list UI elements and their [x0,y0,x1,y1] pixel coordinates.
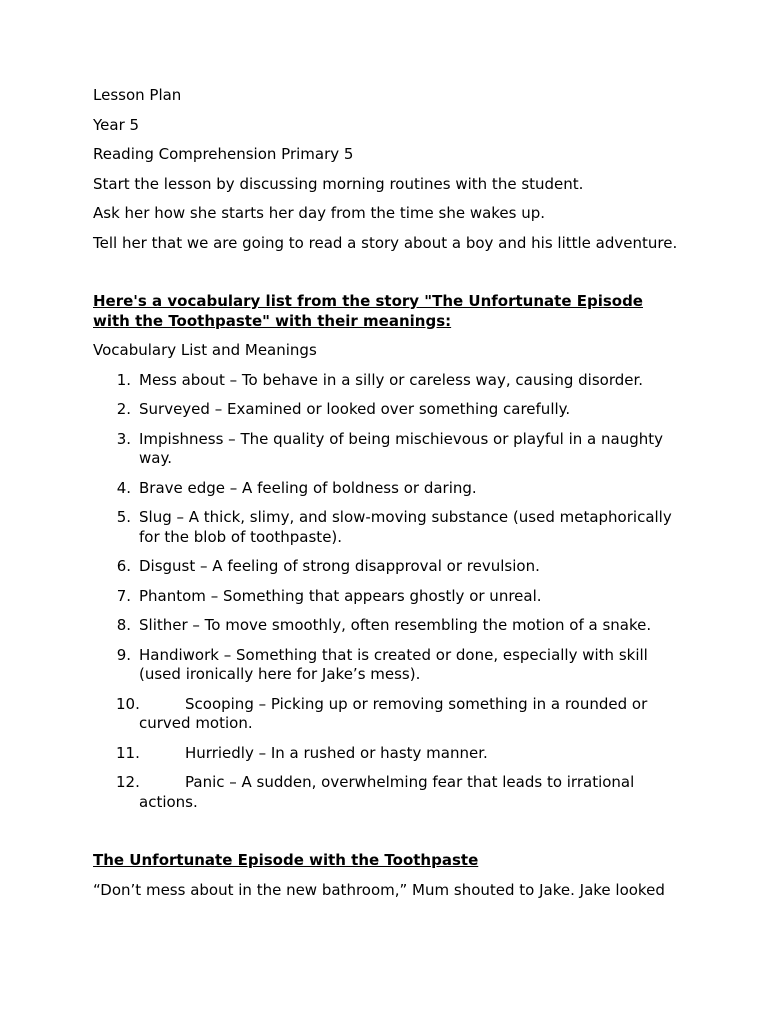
vocab-text: Disgust – A feeling of strong disapproval or revulsion. [139,557,540,575]
vocab-number: 2. [116,400,131,418]
vocab-subtitle: Vocabulary List and Meanings [93,341,317,359]
vocab-item [93,773,683,812]
vocab-item [93,430,683,469]
doc-title: Lesson Plan [93,86,182,104]
vocab-text: Slither – To move smoothly, often resembling the motion of a snake. [139,616,652,634]
vocab-text: Handiwork – Something that is created or done, especially with skill (used ironically here for Jake’s mess). [139,645,648,683]
vocab-list [93,371,683,813]
vocab-text: Phantom – Something that appears ghostly or unreal. [139,586,542,605]
vocab-item [93,557,683,577]
vocab-item [93,400,683,420]
vocab-text: Surveyed – Examined or looked over something carefully. [139,400,571,418]
vocab-item [93,744,683,764]
vocab-heading: Here's a vocabulary list from the story "The Unfortunate Episode with the Toothpaste" with their meanings: [93,292,643,330]
intro-paragraph: Start the lesson by discussing morning routines with the student. [93,174,584,193]
vocab-text: Scooping – Picking up or removing something in a rounded or curved motion. [139,694,648,732]
vocab-item [93,479,683,499]
vocab-item [93,695,683,734]
vocab-text: Brave edge – A feeling of boldness or daring. [139,478,477,497]
spacer [93,263,683,292]
spacer [93,822,683,851]
vocab-item [93,646,683,685]
story-heading: The Unfortunate Episode with the Toothpaste [93,851,479,869]
vocab-number: 5. [116,508,131,526]
vocab-number: 11. [116,743,140,762]
doc-subject: Reading Comprehension Primary 5 [93,145,354,163]
vocab-text: Hurriedly – In a rushed or hasty manner. [185,743,488,762]
vocab-number: 9. [116,645,131,664]
doc-year: Year 5 [93,115,140,134]
vocab-number: 4. [116,478,131,497]
vocab-item [93,371,683,391]
vocab-number: 1. [116,370,131,389]
vocab-item [93,508,683,547]
vocab-number: 3. [116,429,131,448]
document-page [93,86,683,910]
vocab-text: Slug – A thick, slimy, and slow-moving substance (used metaphorically for the blob of toothpaste). [139,508,672,546]
story-paragraph: “Don’t mess about in the new bathroom,” Mum shouted to Jake. Jake looked [93,880,665,899]
vocab-number: 7. [116,586,131,605]
vocab-number: 6. [116,557,131,575]
vocab-text: Mess about – To behave in a silly or careless way, causing disorder. [139,370,644,389]
vocab-item [93,616,683,636]
vocab-number: 12. [116,773,140,791]
vocab-text: Panic – A sudden, overwhelming fear that leads to irrational actions. [139,773,635,811]
intro-paragraph: Tell her that we are going to read a story about a boy and his little adventure. [93,233,678,252]
vocab-number: 8. [116,616,131,634]
vocab-text: Impishness – The quality of being mischievous or playful in a naughty way. [139,429,664,467]
intro-paragraph: Ask her how she starts her day from the time she wakes up. [93,204,546,222]
vocab-item [93,587,683,607]
vocab-number: 10. [116,694,140,713]
